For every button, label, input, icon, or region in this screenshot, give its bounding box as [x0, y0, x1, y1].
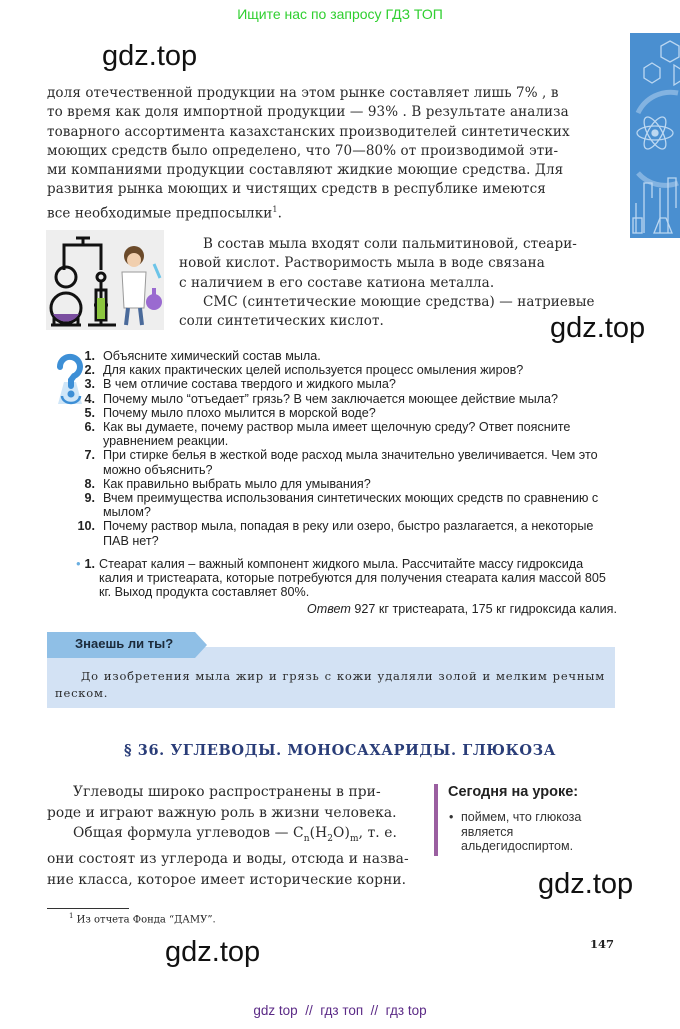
- footnote: [69, 912, 216, 925]
- question-text: Для каких практических целей используется процесс омыления жиров?: [103, 363, 524, 378]
- question-item: [47, 377, 617, 391]
- text-line: они состоят из углерода и воды, отсюда и назва-: [47, 851, 409, 868]
- text-line: моющих средств было определено, что 70—80% от производимой эти-: [47, 142, 559, 159]
- text-line: ние класса, которое имеет исторические корни.: [47, 871, 407, 888]
- lab-illustration: [46, 230, 164, 330]
- formula-sub: n: [303, 833, 310, 844]
- question-number: 8.: [84, 476, 95, 491]
- footnote-ref: 1: [272, 204, 278, 214]
- question-number: 9.: [84, 491, 95, 506]
- section-title: § 36. УГЛЕВОДЫ. МОНОСАХАРИДЫ. ГЛЮКОЗА: [123, 742, 557, 759]
- questions-list: [47, 349, 617, 548]
- question-text: Почему мыло “отъедает” грязь? В чем заключается моющее действие мыла?: [103, 391, 558, 406]
- question-item: [47, 477, 617, 491]
- text-line: товарного ассортимента казахстанских производителей синтетических: [47, 123, 570, 140]
- text-line: с наличием в его составе катиона металла.: [179, 274, 495, 291]
- question-number: 10.: [77, 519, 95, 534]
- text-line: В состав мыла входят соли пальмитиновой, стеари-: [203, 236, 577, 252]
- task-answer: [47, 602, 617, 616]
- search-hint-banner: Ищите нас по запросу ГДЗ ТОП: [237, 6, 443, 22]
- formula-part: (H: [309, 825, 328, 841]
- formula-line: [47, 823, 417, 849]
- text-line: доля отечественной продукции на этом рынке составляет лишь 7% , в: [47, 85, 559, 101]
- text-line: Углеводы широко распространены в при-: [73, 784, 381, 800]
- footnote-text: Из отчета Фонда “ДАМУ”.: [76, 914, 216, 926]
- text-line: [47, 200, 615, 224]
- formula-part: O): [333, 825, 350, 841]
- question-text: Как правильно выбрать мыло для умывания?: [103, 476, 371, 491]
- text-span: Общая формула углеводов —: [73, 825, 294, 841]
- did-you-know-text: До изобретения мыла жир и грязь с кожи удаляли золой и мелким речным песком.: [55, 669, 605, 700]
- text-line: то время как доля импортной продукции — 93% . В результате анализа: [47, 104, 569, 121]
- task-text: Стеарат калия – важный компонент жидкого мыла. Рассчитайте массу гидроксида калия и тристеарата, которые потребуются для получения стеарата калия массой 805 кг. Выход продукта составляет 80%.: [99, 557, 606, 600]
- text-line: СМС (синтетические моющие средства) — натриевые: [203, 293, 595, 310]
- chemistry-sidebar-decoration: [630, 33, 680, 238]
- question-item: [47, 420, 617, 448]
- question-item: [47, 363, 617, 377]
- text-line: развития рынка моющих и чистящих средств в республике имеются: [47, 181, 546, 198]
- bullet-icon: •: [449, 810, 454, 824]
- scientist-lab-icon: [46, 230, 164, 330]
- question-item: [47, 519, 617, 547]
- bullet-icon: •: [76, 557, 81, 571]
- question-text: Почему мыло плохо мылится в морской воде?: [103, 405, 376, 420]
- question-item: [47, 448, 617, 476]
- question-text: Как вы думаете, почему раствор мыла имеет щелочную среду? Ответ поясните уравнением реакции.: [103, 420, 571, 449]
- today-title: Сегодня на уроке:: [448, 784, 579, 800]
- question-number: 2.: [84, 363, 95, 378]
- question-text: При стирке белья в жесткой воде расход мыла значительно увеличивается. Чем это можно объяснить?: [103, 448, 598, 477]
- question-number: 3.: [84, 377, 95, 392]
- question-text: Почему раствор мыла, попадая в реку или озеро, быстро разлагается, а некоторые ПАВ нет?: [103, 519, 594, 548]
- question-text: Объясните химический состав мыла.: [103, 349, 321, 363]
- carbohydrate-formula: [293, 825, 359, 844]
- watermark: gdz.top: [102, 40, 198, 72]
- bottom-site-links[interactable]: gdz top // гдз топ // гдз top: [253, 1003, 427, 1018]
- answer-label: Ответ: [306, 601, 351, 616]
- intro-paragraph: [47, 84, 615, 224]
- watermark: gdz.top: [165, 936, 261, 968]
- question-number: 1.: [84, 349, 95, 363]
- formula-sub: 2: [327, 833, 334, 844]
- footnote-mark: 1: [69, 912, 74, 920]
- text-span: все необходимые предпосылки: [47, 205, 273, 222]
- question-number: 5.: [84, 405, 95, 420]
- text-span: , т. е.: [358, 825, 398, 841]
- task-number: [47, 557, 99, 600]
- text-line: ми компаниями продукции составляют жидкие моющие средства. Для: [47, 162, 564, 179]
- text-span: .: [277, 205, 282, 222]
- today-accent-bar: [434, 784, 438, 856]
- question-item: [47, 392, 617, 406]
- formula-sub: m: [349, 833, 359, 844]
- question-number: 7.: [84, 448, 95, 463]
- question-text: Вчем преимущества использования синтетических моющих средств по сравнению с мылом?: [103, 491, 599, 520]
- question-text: В чем отличие состава твердого и жидкого мыла?: [103, 377, 396, 392]
- question-item: [47, 491, 617, 519]
- formula-part: C: [293, 825, 304, 841]
- question-number: 4.: [84, 391, 95, 406]
- today-list-item: [449, 810, 601, 854]
- watermark: gdz.top: [550, 312, 646, 344]
- answer-text: 927 кг тристеарата, 175 кг гидроксида калия.: [350, 601, 617, 616]
- task-block: [47, 557, 617, 616]
- text-line: новой кислот. Растворимость мыла в воде связана: [179, 255, 545, 272]
- did-you-know-label: Знаешь ли ты?: [75, 636, 174, 651]
- footnote-divider: [47, 908, 129, 909]
- today-item-text: поймем, что глюкоза является альдегидоспиртом.: [461, 810, 582, 853]
- carbs-paragraph: [47, 782, 417, 890]
- page-number: 147: [590, 937, 615, 951]
- chemistry-pattern-icon: [630, 33, 680, 238]
- question-item: [47, 349, 617, 363]
- question-item: [47, 406, 617, 420]
- text-line: роде и играют важную роль в жизни человека.: [47, 804, 397, 821]
- watermark: gdz.top: [538, 868, 634, 900]
- soap-paragraph: [179, 235, 615, 331]
- task-item: [47, 557, 617, 600]
- question-number: 6.: [84, 420, 95, 435]
- task-number-text: 1.: [84, 557, 95, 571]
- text-line: соли синтетических кислот.: [179, 313, 384, 330]
